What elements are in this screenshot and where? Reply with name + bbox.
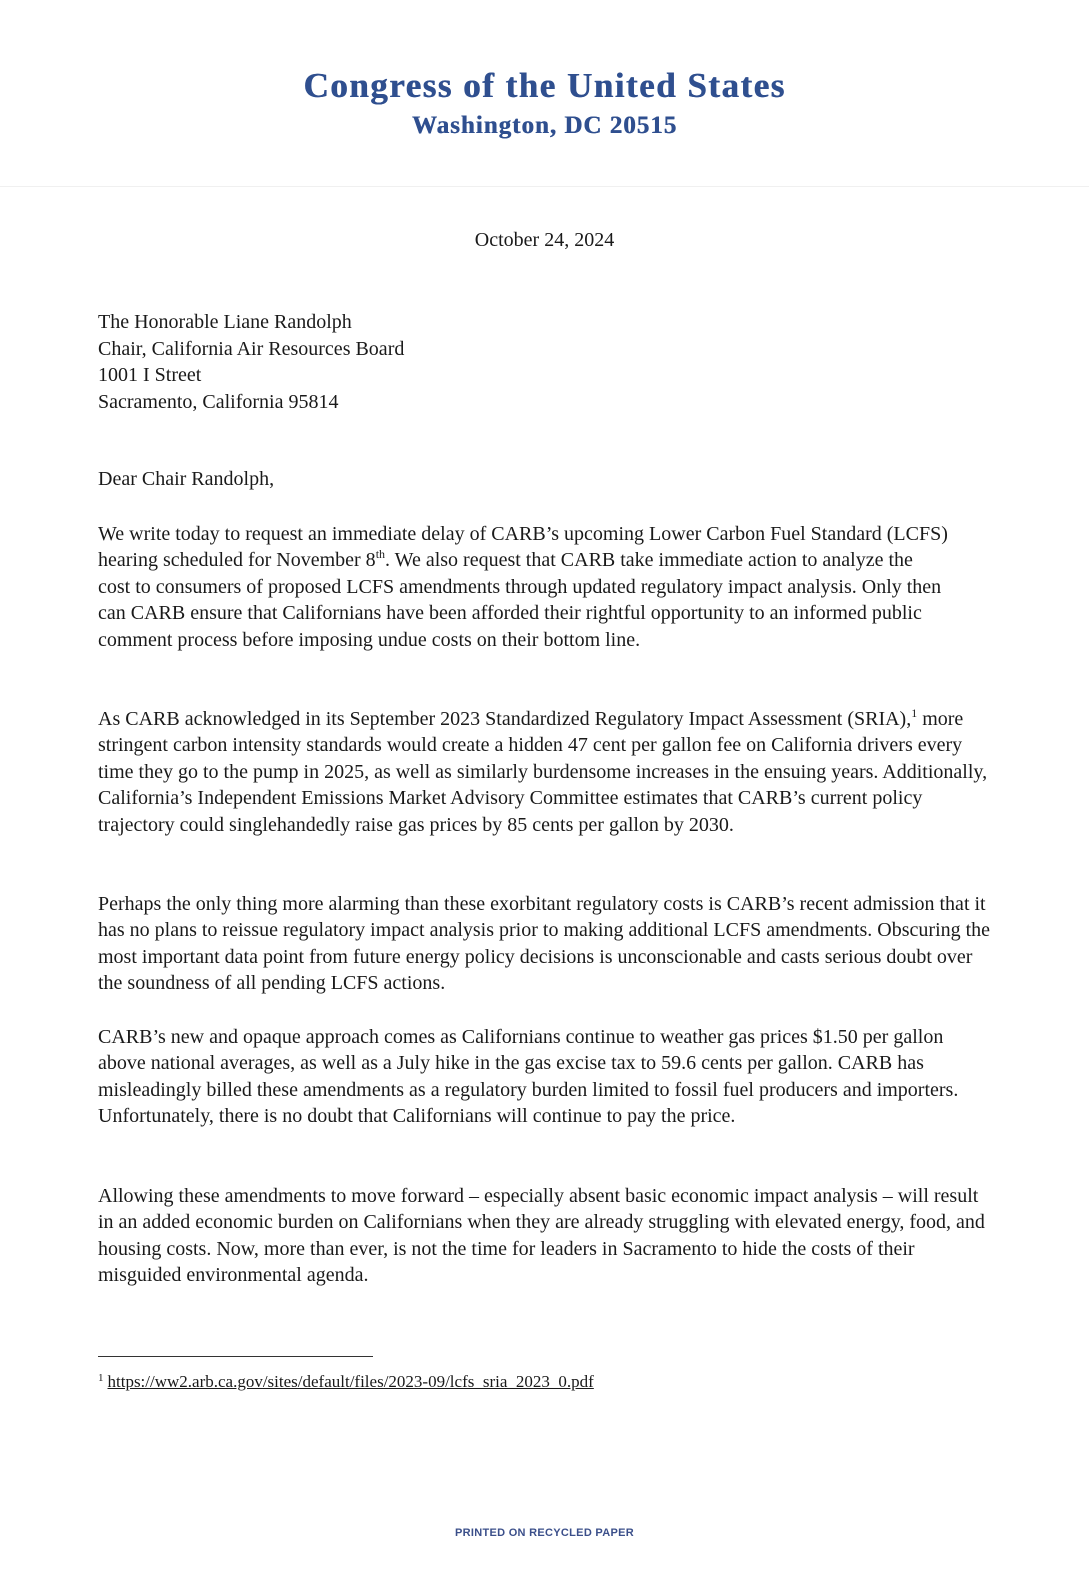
recipient-title: Chair, California Air Resources Board — [98, 337, 405, 360]
letterhead-subtitle: Washington, DC 20515 — [411, 112, 678, 139]
p2-text-b: more stringent carbon intensity standards would create a hidden 47 cent per gallon fee on California drivers every time they go to the pump in 2025, as well as similarly burdensome increases in the ensuing years. Additionally, California’s Independent Emissions Market Advisory Committee estimates that CARB’s current policy trajectory could singlehandedly raise gas prices by 85 cents per gallon by 2030. — [98, 708, 988, 836]
recycled-paper-label: PRINTED ON RECYCLED PAPER — [454, 1527, 635, 1539]
body-paragraph-3: Perhaps the only thing more alarming than these exorbitant regulatory costs is CARB’s recent admission that it has no plans to reissue regulatory impact analysis prior to making additional LCFS amendments. Obscuring the most important data point from future energy policy decisions is unconscionable and casts serious doubt over the soundness of all pending LCFS actions. — [98, 893, 991, 995]
recipient-name: The Honorable Liane Randolph — [98, 311, 352, 333]
footnote-reference: 1 — [911, 706, 918, 720]
p1-text-b: . We also request that CARB take immediate action to analyze the cost to consumers of proposed LCFS amendments through updated regulatory impact analysis. Only then can CARB ensure that Californians have been afforded their rightful opportunity to an informed public comment process before imposing undue costs on their bottom line. — [98, 549, 942, 651]
letter-date: October 24, 2024 — [474, 229, 615, 251]
footnote-divider — [98, 1356, 373, 1357]
salutation: Dear Chair Randolph, — [98, 468, 275, 490]
p2-text-a: As CARB acknowledged in its September 2023 Standardized Regulatory Impact Assessment (SRIA), — [98, 708, 912, 730]
body-paragraph-2 — [98, 706, 993, 838]
footnote — [98, 1372, 594, 1392]
letterhead — [0, 0, 1089, 187]
body-paragraph-4: CARB’s new and opaque approach comes as Californians continue to weather gas prices $1.50 per gallon above national averages, as well as a July hike in the gas excise tax to 59.6 cents per gallon. CARB has misleadingly billed these amendments as a regulatory burden limited to fossil fuel producers and importers. Unfortunately, there is no doubt that Californians will continue to pay the price. — [98, 1026, 959, 1128]
recipient-street: 1001 I Street — [98, 364, 202, 386]
footnote-marker: 1 — [98, 1372, 104, 1384]
p1-text-a: We write today to request an immediate delay of CARB’s upcoming Lower Carbon Fuel Standard (LCFS) hearing scheduled for November 8 — [98, 523, 948, 572]
recipient-city: Sacramento, California 95814 — [98, 390, 339, 413]
recipient-address — [98, 309, 404, 415]
body-paragraph-5: Allowing these amendments to move forward – especially absent basic economic impact analysis – will result in an added economic burden on Californians when they are already struggling with elevated energy, food, and housing costs. Now, more than ever, is not the time for leaders in Sacramento to hide the costs of their misguided environmental agenda. — [98, 1185, 985, 1287]
footnote-link[interactable]: https://ww2.arb.ca.gov/sites/default/files/2023-09/lcfs_sria_2023_0.pdf — [107, 1372, 594, 1391]
body-paragraph-1 — [98, 521, 948, 653]
p1-superscript: th — [375, 547, 386, 562]
letterhead-title: Congress of the United States — [303, 66, 786, 105]
